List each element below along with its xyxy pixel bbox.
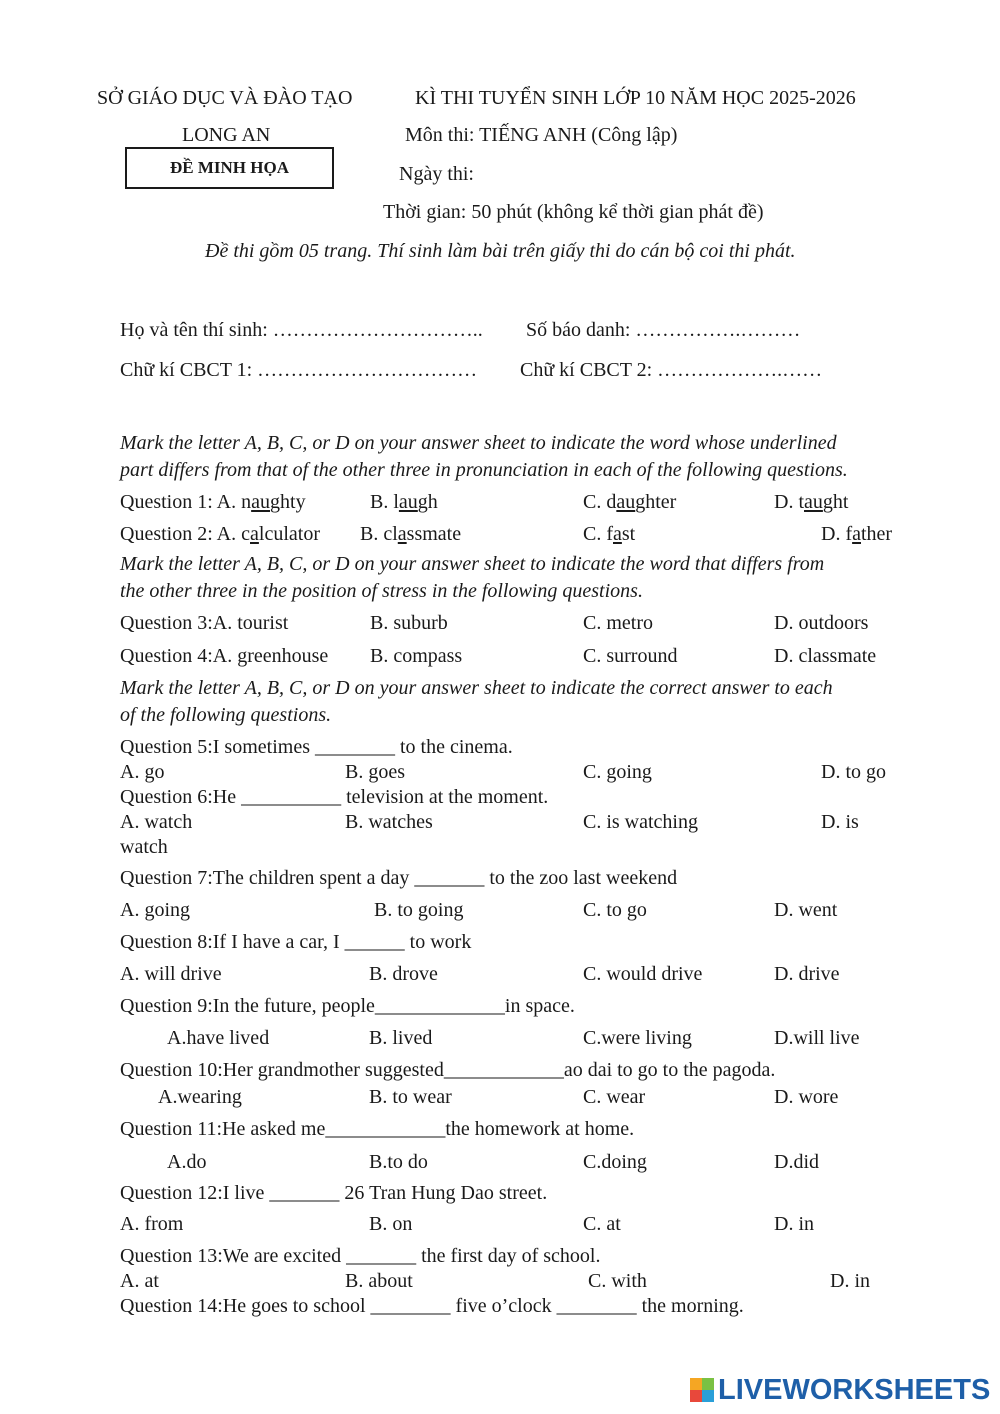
logo-square-3 — [690, 1390, 702, 1402]
q11-option-c: C.doing — [583, 1151, 647, 1173]
logo-square-1 — [690, 1378, 702, 1390]
q2-option-d: D. father — [821, 523, 893, 545]
question-4: Question 4:A. greenhouse — [120, 645, 329, 667]
q13-option-d: D. in — [830, 1270, 870, 1292]
q7-option-b: B. to going — [374, 899, 464, 921]
q6-option-c: C. is watching — [583, 811, 698, 833]
instruction-correct-answer: Mark the letter A, B, C, or D on your answer sheet to indicate the correct answer to each — [120, 677, 833, 699]
question-11: Question 11:He asked me____________the homework at home. — [120, 1118, 635, 1140]
q6-option-b: B. watches — [345, 811, 433, 833]
q5-option-a: A. go — [120, 761, 165, 783]
question-7: Question 7:The children spent a day _______ to the zoo last weekend — [120, 867, 678, 889]
q2-option-c: C. fast — [583, 523, 636, 545]
duration: Thời gian: 50 phút (không kể thời gian phát đề) — [383, 201, 764, 223]
q12-option-c: C. at — [583, 1213, 621, 1235]
q13-option-b: B. about — [345, 1270, 413, 1292]
question-2: Question 2: A. calculator — [120, 523, 320, 545]
exam-title: KÌ THI TUYỂN SINH LỚP 10 NĂM HỌC 2025-2026 — [415, 87, 856, 109]
q13-option-a: A. at — [120, 1270, 159, 1292]
q9-option-c: C.were living — [583, 1027, 692, 1049]
question-13: Question 13:We are excited _______ the first day of school. — [120, 1245, 601, 1267]
liveworksheets-logo-icon — [690, 1378, 714, 1402]
candidate-name-line: Họ và tên thí sinh: ………………………….. — [120, 319, 483, 341]
q3-option-b: B. suburb — [370, 612, 448, 634]
q13-option-c: C. with — [588, 1270, 647, 1292]
q10-option-b: B. to wear — [369, 1086, 452, 1108]
supervisor-1-signature-line: Chữ kí CBCT 1: …………………………… — [120, 359, 478, 381]
instruction-stress-cont: the other three in the position of stress in the following questions. — [120, 580, 643, 602]
q6-option-a: A. watch — [120, 811, 193, 833]
q9-option-a: A.have lived — [167, 1027, 270, 1049]
question-9: Question 9:In the future, people_____________in space. — [120, 995, 575, 1017]
candidate-id-line: Số báo danh: …………….……… — [526, 319, 801, 341]
subject: Môn thi: TIẾNG ANH (Công lập) — [405, 124, 678, 146]
province: LONG AN — [182, 124, 271, 146]
q10-option-d: D. wore — [774, 1086, 839, 1108]
q7-option-d: D. went — [774, 899, 838, 921]
q3-option-c: C. metro — [583, 612, 653, 634]
q7-option-c: C. to go — [583, 899, 647, 921]
logo-text: LIVEWORKSHEETS — [718, 1373, 991, 1406]
q7-option-a: A. going — [120, 899, 190, 921]
liveworksheets-logo — [690, 1374, 990, 1406]
q1-option-c: C. daughter — [583, 491, 677, 513]
q9-option-d: D.will live — [774, 1027, 860, 1049]
instruction-correct-answer-cont: of the following questions. — [120, 704, 332, 726]
q9-option-b: B. lived — [369, 1027, 433, 1049]
instruction-pronunciation: Mark the letter A, B, C, or D on your answer sheet to indicate the word whose underlined — [120, 432, 837, 454]
question-5: Question 5:I sometimes ________ to the cinema. — [120, 736, 513, 758]
logo-square-2 — [702, 1378, 714, 1390]
question-3: Question 3:A. tourist — [120, 612, 289, 634]
department-title: SỞ GIÁO DỤC VÀ ĐÀO TẠO — [97, 87, 353, 109]
q8-option-a: A. will drive — [120, 963, 222, 985]
exam-date: Ngày thi: — [399, 163, 474, 185]
question-12: Question 12:I live _______ 26 Tran Hung Dao street. — [120, 1182, 548, 1204]
q4-option-c: C. surround — [583, 645, 678, 667]
q11-option-b: B.to do — [369, 1151, 428, 1173]
q5-option-c: C. going — [583, 761, 652, 783]
q2-option-b: B. classmate — [360, 523, 462, 545]
logo-square-4 — [702, 1390, 714, 1402]
q5-option-b: B. goes — [345, 761, 405, 783]
q10-option-c: C. wear — [583, 1086, 646, 1108]
q11-option-a: A.do — [167, 1151, 207, 1173]
q8-option-c: C. would drive — [583, 963, 703, 985]
q1-option-d: D. taught — [774, 491, 849, 513]
instruction-stress: Mark the letter A, B, C, or D on your answer sheet to indicate the word that differs from — [120, 553, 825, 575]
question-10: Question 10:Her grandmother suggested____________ao dai to go to the pagoda. — [120, 1059, 776, 1081]
q1-option-b: B. laugh — [370, 491, 438, 513]
q8-option-b: B. drove — [369, 963, 438, 985]
exam-note: Đề thi gồm 05 trang. Thí sinh làm bài trên giấy thi do cán bộ coi thi phát. — [205, 240, 796, 262]
q11-option-d: D.did — [774, 1151, 819, 1173]
q12-option-b: B. on — [369, 1213, 413, 1235]
q3-option-d: D. outdoors — [774, 612, 869, 634]
q4-option-d: D. classmate — [774, 645, 877, 667]
sample-exam-label: ĐỀ MINH HỌA — [125, 147, 334, 189]
q4-option-b: B. compass — [370, 645, 463, 667]
supervisor-2-signature-line: Chữ kí CBCT 2: ……………….…… — [520, 359, 823, 381]
q12-option-d: D. in — [774, 1213, 814, 1235]
q10-option-a: A.wearing — [158, 1086, 242, 1108]
instruction-pronunciation-cont: part differs from that of the other three in pronunciation in each of the following questions. — [120, 459, 848, 481]
question-1: Question 1: A. naughty — [120, 491, 306, 513]
question-6: Question 6:He __________ television at the moment. — [120, 786, 549, 808]
q5-option-d: D. to go — [821, 761, 886, 783]
question-8: Question 8:If I have a car, I ______ to work — [120, 931, 472, 953]
q6-option-d-wrap: watch — [120, 836, 168, 858]
question-14: Question 14:He goes to school ________ five o’clock ________ the morning. — [120, 1295, 744, 1317]
q12-option-a: A. from — [120, 1213, 184, 1235]
q6-option-d: D. is — [821, 811, 859, 833]
q8-option-d: D. drive — [774, 963, 840, 985]
